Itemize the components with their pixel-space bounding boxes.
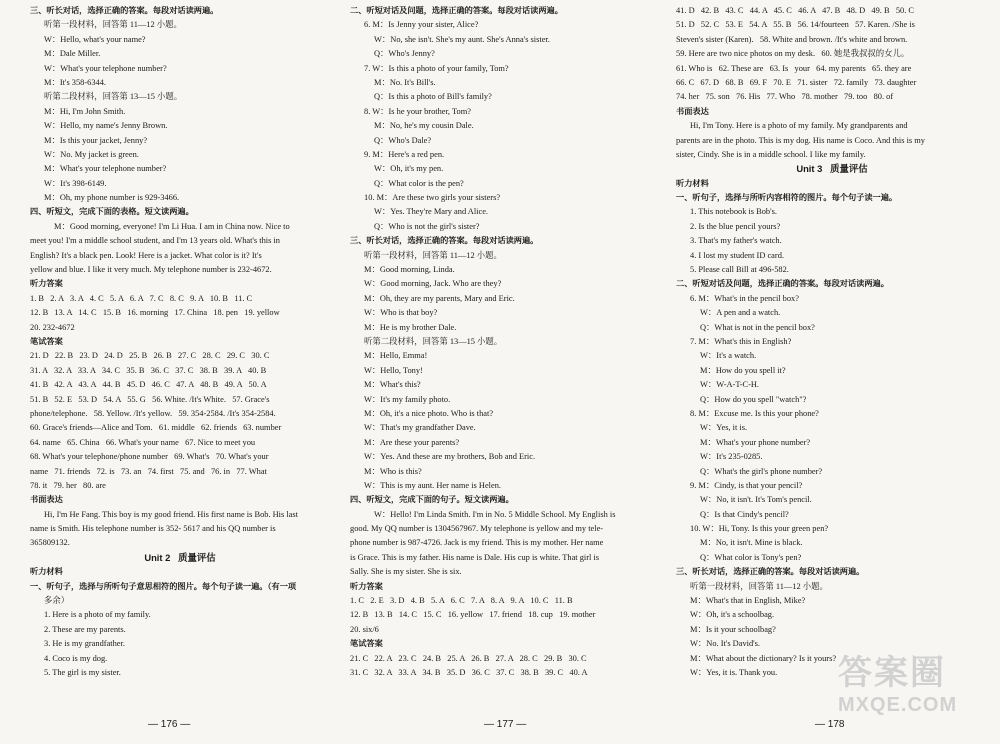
text-line: M：It's 358-6344. [44,77,106,87]
text-line: W：It's a watch. [700,351,757,361]
text-line: 7. W：Is this a photo of your family, Tom? [364,63,509,73]
text-line: 51. B 52. E 53. D 54. A 55. G 56. White. /It's White. 57. Grace's [30,394,270,404]
text-line: 66. C 67. D 68. B 69. F 70. E 71. sister 72. family 73. daughter [676,77,917,87]
text-line: 二、听短对话及问题，选择正确的答案。每段对话读两遍。 [676,279,889,289]
text-line: 多余） [44,596,70,606]
text-line: 10. W：Hi, Tony. Is this your green pen? [690,524,829,534]
text-line: M：He is my brother Dale. [364,322,457,332]
text-line: 12. B 13. B 14. C 15. C 16. yellow 17. friend 18. cup 19. mother [350,610,596,620]
text-line: 四、听短文，完成下面的句子。短文读两遍。 [350,495,514,505]
text-line: 听第一段材料，回答第 11—12 小题。 [690,581,828,591]
page-176-column [30,4,330,680]
watermark-logo-text: 答案圈 [838,654,946,692]
text-line: W：Good morning, Jack. Who are they? [364,279,502,289]
text-line: 9. M：Here's a red pen. [364,149,445,159]
text-line: Q：Is this a photo of Bill's family? [374,92,492,102]
text-line: 59. Here are two nice photos on my desk. 60. 她是我叔叔的女儿。 [676,49,910,59]
text-line: 365809132. [30,538,70,548]
page-177-column [350,4,655,680]
text-line: 5. The girl is my sister. [44,667,121,677]
text-line: Sally. She is my sister. She is six. [350,567,462,577]
text-line: 1. This notebook is Bob's. [690,207,777,217]
text-line: 听第二段材料，回答第 13—15 小题。 [44,92,183,102]
text-line: W：Hello, what's your name? [44,34,146,44]
text-line: Q：Who's Jenny? [374,49,435,59]
text-line: 三、听长对话，选择正确的答案。每段对话读两遍。 [676,567,865,577]
text-line: M：No, it isn't. Mine is black. [700,538,803,548]
text-line: Unit 3 质量评估 [796,163,868,175]
text-line: 听力材料 [676,178,709,188]
text-line: W：Hello, Tony! [364,365,423,375]
text-line: 笔试答案 [30,336,63,346]
text-line: W：Yes. They're Mary and Alice. [374,207,489,217]
text-line: M：Is it your schoolbag? [690,624,776,634]
text-line: 51. D 52. C 53. E 54. A 55. B 56. 14/fourteen 57. Karen. /She is [676,20,915,30]
text-line: 三、听长对话，选择正确的答案。每段对话读两遍。 [30,6,219,15]
text-line: W：Yes, it is. Thank you. [690,667,778,677]
text-line: 2. These are my parents. [44,624,126,634]
text-line: 书面表达 [676,106,709,116]
text-line: W：No. My jacket is green. [44,149,139,159]
text-line: W：Yes. And these are my brothers, Bob and Eric. [364,452,536,462]
text-line: 二、听短对话及问题，选择正确的答案。每段对话读两遍。 [350,6,563,15]
text-line: 21. D 22. B 23. D 24. D 25. B 26. B 27. C 28. C 29. C 30. C [30,351,270,361]
text-line: 31. A 32. A 33. A 34. C 35. B 36. C 37. C 38. B 39. A 40. B [30,365,267,375]
text-line: 4. I lost my student ID card. [690,250,784,260]
text-line: 21. C 22. A 23. C 24. B 25. A 26. B 27. A 28. C 29. B 30. C [350,653,587,663]
text-line: W：What's your telephone number? [44,63,167,73]
page-number: — 176 — [148,719,191,730]
text-line: yellow and blue. I like it very much. My telephone number is 232-4672. [30,265,272,275]
text-line: good. My QQ number is 1304567967. My telephone is yellow and my tele- [350,524,604,534]
text-line: 听力材料 [30,567,63,577]
text-line: Hi, I'm Tony. Here is a photo of my family. My grandparents and [690,121,908,131]
text-line: 3. That's my father's watch. [690,236,782,246]
text-line: phone/telephone. 58. Yellow. /It's yellow. 59. 354-2584. /It's 354-2584. [30,408,276,418]
text-line: 一、听句子，选择与所听句子意思相符的图片。每个句子读一遍。（有一项 [30,581,297,591]
text-line: M：Good morning, Linda. [364,265,455,275]
text-line: W：Yes, it is. [700,423,748,433]
text-line: parents are in the photo. This is my dog. His name is Coco. And this is my [676,135,925,145]
text-line: 78. it 79. her 80. are [30,480,106,490]
text-line: 20. six/6 [350,624,379,634]
text-line: M：Hello, Emma! [364,351,428,361]
text-line: 41. B 42. A 43. A 44. B 45. D 46. C 47. A 48. B 49. A 50. A [30,380,267,390]
text-line: W：A pen and a watch. [700,308,781,318]
text-line: name 71. friends 72. is 73. an 74. first 75. and 76. in 77. What [30,466,267,476]
text-line: M：How do you spell it? [700,365,786,375]
text-line: sister, Cindy. She is in a middle school. I like my family. [676,149,866,159]
text-line: M：Is this your jacket, Jenny? [44,135,148,145]
text-line: phone number is 987-4726. Jack is my friend. This is my mother. Her name [350,538,604,548]
text-line: 一、听句子，选择与所听内容相符的图片。每个句子读一遍。 [676,193,898,203]
text-line: W：Oh, it's a schoolbag. [690,610,775,620]
text-line: 四、听短文，完成下面的表格。短文读两遍。 [30,207,194,217]
text-line: W：It's my family photo. [364,394,451,404]
text-line: W：No, she isn't. She's my aunt. She's Anna's sister. [374,34,550,44]
text-line: Q：What color is Tony's pen? [700,552,802,562]
text-line: 听第一段材料，回答第 11—12 小题。 [44,20,182,30]
text-line: English? It's a black pen. Look! Here is a jacket. What color is it? It's [30,250,262,260]
text-line: 10. M：Are these two girls your sisters? [364,193,501,203]
text-line: 20. 232-4672 [30,322,75,332]
text-line: M：Oh, it's a nice photo. Who is that? [364,408,494,418]
text-line: 68. What's your telephone/phone number 69. What's 70. What's your [30,452,269,462]
text-line: 1. B 2. A 3. A 4. C 5. A 6. A 7. C 8. C 9. A 10. B 11. C [30,293,253,303]
text-line: 听第一段材料，回答第 11—12 小题。 [364,250,502,260]
text-line: 61. Who is 62. These are 63. Is your 64. my parents 65. they are [676,63,912,73]
text-line: W：Who is that boy? [364,308,438,318]
text-line: 笔试答案 [350,639,383,649]
text-line: Q：How do you spell "watch"? [700,394,807,404]
text-line: 41. D 42. B 43. C 44. A 45. C 46. A 47. B 48. D 49. B 50. C [676,6,915,15]
text-line: W：That's my grandfather Dave. [364,423,476,433]
text-line: 三、听长对话，选择正确的答案。每段对话读两遍。 [350,236,539,246]
text-line: meet you! I'm a middle school student, and I'm 13 years old. What's this in [30,236,280,246]
text-line: Unit 2 质量评估 [144,551,216,563]
text-line: 8. W：Is he your brother, Tom? [364,106,471,116]
watermark-url: MXQE.COM [838,694,958,716]
text-line: W：No, it isn't. It's Tom's pencil. [700,495,812,505]
text-line: M：What's your telephone number? [44,164,167,174]
text-line: is Grace. This is my father. His name is Dale. His cup is white. That girl is [350,552,600,562]
text-line: 31. C 32. A 33. A 34. B 35. D 36. C 37. C 38. B 39. C 40. A [350,667,588,677]
page-number: — 177 — [484,719,527,730]
text-line: M：Oh, they are my parents, Mary and Eric. [364,293,515,303]
text-line: 5. Please call Bill at 496-582. [690,265,789,275]
text-line: 书面表达 [30,495,63,505]
text-line: M：Good morning, everyone! I'm Li Hua. I am in China now. Nice to [54,221,290,231]
text-line: Q：What's the girl's phone number? [700,466,823,476]
text-line: Q：What is not in the pencil box? [700,322,815,332]
text-line: M：Dale Miller. [44,49,101,59]
text-line: 4. Coco is my dog. [44,653,108,663]
text-line: Q：Is that Cindy's pencil? [700,509,789,519]
text-line: M：What's that in English, Mike? [690,596,806,606]
text-line: W：Hello! I'm Linda Smith. I'm in No. 5 Middle School. My English is [374,509,616,519]
text-line: 12. B 13. A 14. C 15. B 16. morning 17. China 18. pen 19. yellow [30,308,280,318]
text-line: W：Hello, my name's Jenny Brown. [44,121,168,131]
text-line: Steven's sister (Karen). 58. White and brown. /It's white and brown. [676,34,908,44]
text-line: W：It's 398-6149. [44,178,107,188]
text-line: name is Smith. His telephone number is 352- 5617 and his QQ number is [30,524,276,534]
page-178-column [676,4,988,680]
text-line: 1. C 2. E 3. D 4. B 5. A 6. C 7. A 8. A 9. A 10. C 11. B [350,596,573,606]
text-line: W：No. It's David's. [690,639,761,649]
text-line: M：What's this? [364,380,421,390]
text-line: W：Oh, it's my pen. [374,164,444,174]
text-line: Q：Who is not the girl's sister? [374,221,480,231]
text-line: W：It's 235-0285. [700,452,763,462]
text-line: M：What's your phone number? [700,437,811,447]
text-line: M：What about the dictionary? Is it yours? [690,653,837,663]
text-line: M：No, he's my cousin Dale. [374,121,474,131]
text-line: 1. Here is a photo of my family. [44,610,151,620]
text-line: 64. name 65. China 66. What's your name 67. Nice to meet you [30,437,256,447]
text-line: 3. He is my grandfather. [44,639,125,649]
text-line: 7. M：What's this in English? [690,336,792,346]
text-line: W：W-A-T-C-H. [700,380,759,390]
text-line: M：No. It's Bill's. [374,77,436,87]
text-line: Hi, I'm He Fang. This boy is my good friend. His first name is Bob. His last [44,509,298,519]
text-line: 60. Grace's friends—Alice and Tom. 61. middle 62. friends 63. number [30,423,282,433]
text-line: 8. M：Excuse me. Is this your phone? [690,408,819,418]
text-line: Q：Who's Dale? [374,135,432,145]
text-line: 6. M：Is Jenny your sister, Alice? [364,20,479,30]
text-line: 听力答案 [30,279,63,289]
text-line: 2. Is the blue pencil yours? [690,221,781,231]
text-line: M：Who is this? [364,466,422,476]
text-line: M：Hi, I'm John Smith. [44,106,126,116]
text-line: Q：What color is the pen? [374,178,464,188]
text-line: 9. M：Cindy, is that your pencil? [690,480,803,490]
text-line: 听第二段材料，回答第 13—15 小题。 [364,336,503,346]
page-number: — 178 [815,719,845,730]
text-line: M：Are these your parents? [364,437,460,447]
text-line: 74. her 75. son 76. His 77. Who 78. mother 79. too 80. of [676,92,894,102]
text-line: W：This is my aunt. Her name is Helen. [364,480,501,490]
text-line: M：Oh, my phone number is 929-3466. [44,193,180,203]
text-line: 听力答案 [350,581,383,591]
text-line: 6. M：What's in the pencil box? [690,293,799,303]
watermark-logo [838,645,978,735]
